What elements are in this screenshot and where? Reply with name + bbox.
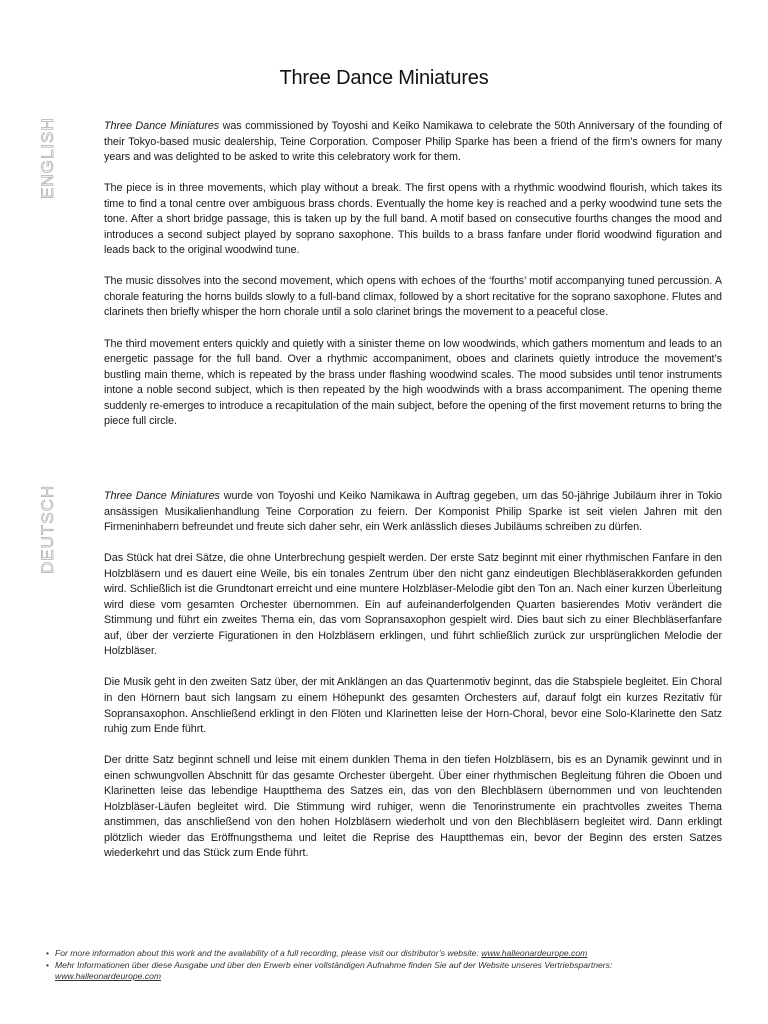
paragraph — [104, 119, 722, 166]
paragraph-text: was commissioned by Toyoshi and Keiko Namikawa to celebrate the 50th Anniversary of the founding of their Tokyo-based music dealership, Teine Corporation. Composer Philip Sparke has been a friend of the firm’s owners for many years and was delighted to be asked to write this celebratory work for them. — [104, 120, 722, 164]
paragraph — [104, 489, 722, 536]
paragraph: The piece is in three movements, which play without a break. The first opens with a rhythmic woodwind flourish, which takes its time to find a tonal centre over ambiguous brass chords. Eventually the home key is reached and a perky woodwind tune sets the tone. After a short bridge passage, this is taken up by the full band. A motif based on consecutive fourths changes the mood and introduces a second subject played by soprano saxophone. This builds to a brass fanfare under florid woodwind figuration and leads back to the original woodwind tune. — [104, 182, 722, 257]
english-section — [104, 119, 722, 445]
footnote-text: For more information about this work and the availability of a full recording, please visit our distributor’s website: — [55, 948, 482, 958]
section-label-english: ENGLISH — [38, 117, 57, 199]
paragraph: Die Musik geht in den zweiten Satz über, der mit Anklängen an das Quartenmotiv beginnt, das die Stabspiele begleitet. Ein Choral in den Hörnern baut sich langsam zu einem Höhepunkt des gesamten Orchesters auf, darauf folgt ein kurzes Rezitativ für Sopransaxophon. Anschließend erklingt in den Flöten und Klarinetten leise der Horn-Choral, bevor eine Solo-Klarinette den Satz ruhig zum Ende führt. — [104, 676, 722, 736]
paragraph: Das Stück hat drei Sätze, die ohne Unterbrechung gespielt werden. Der erste Satz beginnt mit einer rhythmischen Fanfare in den Holzbläsern und es dauert eine Weile, bis ein tonales Zentrum über den nicht ganz eindeutigen Blechbläserakkorden gefunden wird. Schließlich ist die Grundtonart erreicht und eine muntere Holzbläser-Melodie gibt den Ton an. Nach einer kurzen Überleitung wird diese vom gesamten Orchester übernommen. Ein auf aufeinanderfolgenden Quarten basierendes Motiv verändert die Stimmung und führt ein zweites Thema ein, das vom Sopransaxophon gespielt wird. Dies baut sich zu einer Blechbläserfanfare auf, über der verzierte Figurationen in den Holzbläsern erklingen, und führt schließlich zurück zur ursprünglichen Melodie der Holzbläser. — [104, 552, 722, 658]
distributor-link[interactable]: www.halleonardeurope.com — [55, 971, 162, 981]
deutsch-section — [104, 489, 722, 877]
work-title-italic: Three Dance Miniatures — [104, 490, 220, 502]
footnotes — [46, 948, 686, 983]
footnote-english — [46, 948, 686, 960]
paragraph: Der dritte Satz beginnt schnell und leise mit einem dunklen Thema in den tiefen Holzbläsern, bis es an Dynamik gewinnt und in einen schwungvollen Abschnitt für das gesamte Orchester übergeht. Über einer rhythmischen Begleitung führen die Oboen und Klarinetten leise das lebendige Hauptthema des Satzes ein, das von den Blechbläsern übernommen und von leuchtenden Holzbläser-Läufen begleitet wird. Die Stimmung wird ruhiger, wenn die Tenorinstrumente ein prachtvolles zweites Thema anstimmen, das anschließend von den hohen Holzbläsern wiederholt und von den Blechbläsern begleitet wird. Dann erklingt plötzlich wieder das Eröffnungsthema und leitet die Reprise des Hauptthemas ein, bevor der Beginn des ersten Satzes wiederkehrt und das Stück zum Ende führt. — [104, 754, 722, 860]
footnote-text: Mehr Informationen über diese Ausgabe und über den Erwerb einer vollständigen Aufnahme finden Sie auf der Website unseres Vertriebspartners: — [55, 959, 613, 970]
section-label-deutsch: DEUTSCH — [38, 484, 57, 574]
paragraph-text: wurde von Toyoshi und Keiko Namikawa in Auftrag gegeben, um das 50-jährige Jubiläum ihrer in Tokio ansässigen Musikalienhandlung Teine Corporation zu feiern. Der Komponist Philip Sparke ist seit vielen Jahren mit den Firmeninhabern befreundet und freute sich daher sehr, ein Werk anlässlich dieses Jubiläums schreiben zu dürfen. — [104, 490, 722, 534]
page-title: Three Dance Miniatures — [279, 67, 489, 90]
footnote-deutsch — [46, 960, 686, 983]
paragraph: The third movement enters quickly and quietly with a sinister theme on low woodwinds, which gathers momentum and leads to an energetic passage for the full band. Over a rhythmic accompaniment, oboes and clarinets quietly introduce the movement’s bustling main theme, which is repeated by the brass under flashing woodwind scales. The mood subsides until tenor instruments intone a noble second subject, which is then repeated by the high woodwinds with a brass accompaniment. The opening theme suddenly re-emerges to introduce a recapitulation of the main subject, before the opening of the first movement returns to bring the piece full circle. — [104, 337, 722, 428]
distributor-link[interactable]: www.halleonardeurope.com — [481, 948, 588, 958]
paragraph: The music dissolves into the second movement, which opens with echoes of the ‘fourths’ motif accompanying tuned percussion. A chorale featuring the horns builds slowly to a full-band climax, followed by a short recitative for the soprano saxophone. Flutes and clarinets then briefly whisper the horn chorale until a solo clarinet brings the movement to a peaceful close. — [104, 275, 722, 319]
work-title-italic: Three Dance Miniatures — [104, 120, 220, 132]
